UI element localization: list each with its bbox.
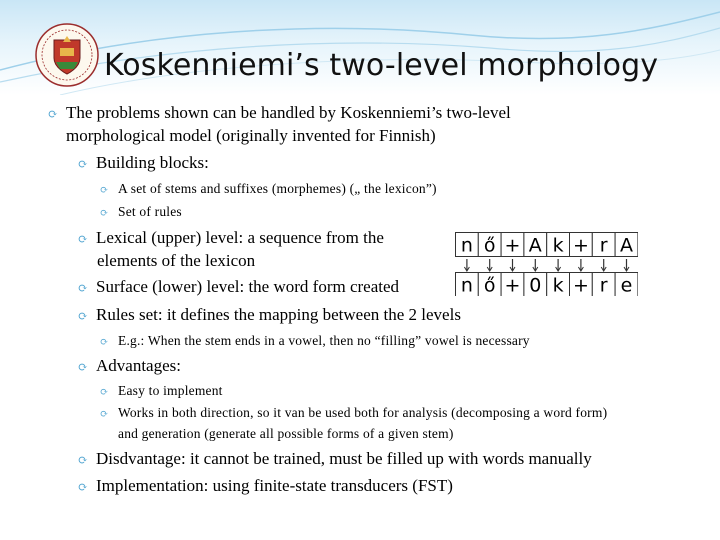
upper-tape-symbol: k (552, 234, 564, 257)
slide-title: Koskenniemi’s two-level morphology (104, 48, 659, 83)
building-block-item-text: Set of rules (118, 204, 182, 219)
curl-bullet-icon: ⟳ (100, 337, 109, 348)
implementation-text: Implementation: using finite-state transducers (FST) (96, 476, 453, 495)
building-block-item-text: A set of stems and suffixes (morphemes) („ the lexicon”) (118, 181, 437, 196)
rules-example-bullet (100, 333, 530, 349)
lower-tape-symbol: + (504, 274, 521, 296)
curl-bullet-icon: ⟳ (48, 107, 59, 121)
lower-tape-symbol: 0 (529, 274, 542, 296)
curl-bullet-icon: ⟳ (78, 480, 89, 494)
lower-tape-symbol: n (460, 274, 473, 296)
upper-tape-symbol: ő (483, 234, 496, 257)
surface-level-text: Surface (lower) level: the word form created (96, 277, 400, 296)
building-blocks-label: Building blocks: (96, 153, 209, 172)
advantage-item (100, 405, 607, 421)
rules-example-text: E.g.: When the stem ends in a vowel, then no “filling” vowel is necessary (118, 333, 530, 348)
lexical-level-line1: Lexical (upper) level: a sequence from the (96, 228, 384, 247)
advantages-bullet (78, 356, 181, 376)
curl-bullet-icon: ⟳ (100, 387, 109, 398)
intro-line1: The problems shown can be handled by Koskenniemi’s two-level (66, 103, 511, 122)
intro-bullet (48, 103, 511, 123)
curl-bullet-icon: ⟳ (78, 281, 89, 295)
lexical-level-bullet (78, 228, 384, 248)
lower-tape-symbol: k (552, 274, 564, 296)
upper-tape-symbol: r (599, 234, 608, 257)
curl-bullet-icon: ⟳ (78, 232, 89, 246)
rules-set-bullet (78, 305, 461, 325)
advantage-item-text: Works in both direction, so it van be used both for analysis (decomposing a word form) (118, 405, 608, 420)
curl-bullet-icon: ⟳ (78, 157, 89, 171)
curl-bullet-icon: ⟳ (100, 208, 109, 219)
lower-tape-symbol: e (620, 274, 633, 296)
surface-level-bullet (78, 277, 399, 297)
lower-tape-symbol: r (599, 274, 608, 296)
curl-bullet-icon: ⟳ (78, 360, 89, 374)
advantage-item (100, 383, 223, 399)
intro-line2: morphological model (originally invented for Finnish) (66, 126, 436, 145)
advantage-item-text: Easy to implement (118, 383, 223, 398)
disadvantage-bullet (78, 449, 592, 469)
upper-tape-symbol: n (460, 234, 473, 257)
lexical-level-line2: elements of the lexicon (97, 251, 256, 270)
lower-tape-symbol: ő (483, 274, 496, 296)
building-block-item (100, 181, 437, 197)
advantages-label: Advantages: (96, 356, 181, 375)
building-block-item (100, 204, 182, 220)
curl-bullet-icon: ⟳ (78, 309, 89, 323)
building-blocks-bullet (78, 153, 209, 173)
two-level-tape-diagram (455, 232, 638, 296)
rules-set-label: Rules set: it defines the mapping between the 2 levels (96, 305, 461, 324)
curl-bullet-icon: ⟳ (78, 453, 89, 467)
implementation-bullet (78, 476, 453, 496)
upper-tape-symbol: + (504, 234, 521, 257)
lower-tape-symbol: + (572, 274, 589, 296)
advantage-item-continuation: and generation (generate all possible forms of a given stem) (118, 426, 454, 441)
university-crest-logo (34, 22, 100, 88)
curl-bullet-icon: ⟳ (100, 409, 109, 420)
upper-tape-symbol: A (528, 234, 542, 257)
curl-bullet-icon: ⟳ (100, 185, 109, 196)
disadvantage-text: Disdvantage: it cannot be trained, must be filled up with words manually (96, 449, 592, 468)
upper-tape-symbol: + (572, 234, 589, 257)
upper-tape-symbol: A (620, 234, 633, 257)
